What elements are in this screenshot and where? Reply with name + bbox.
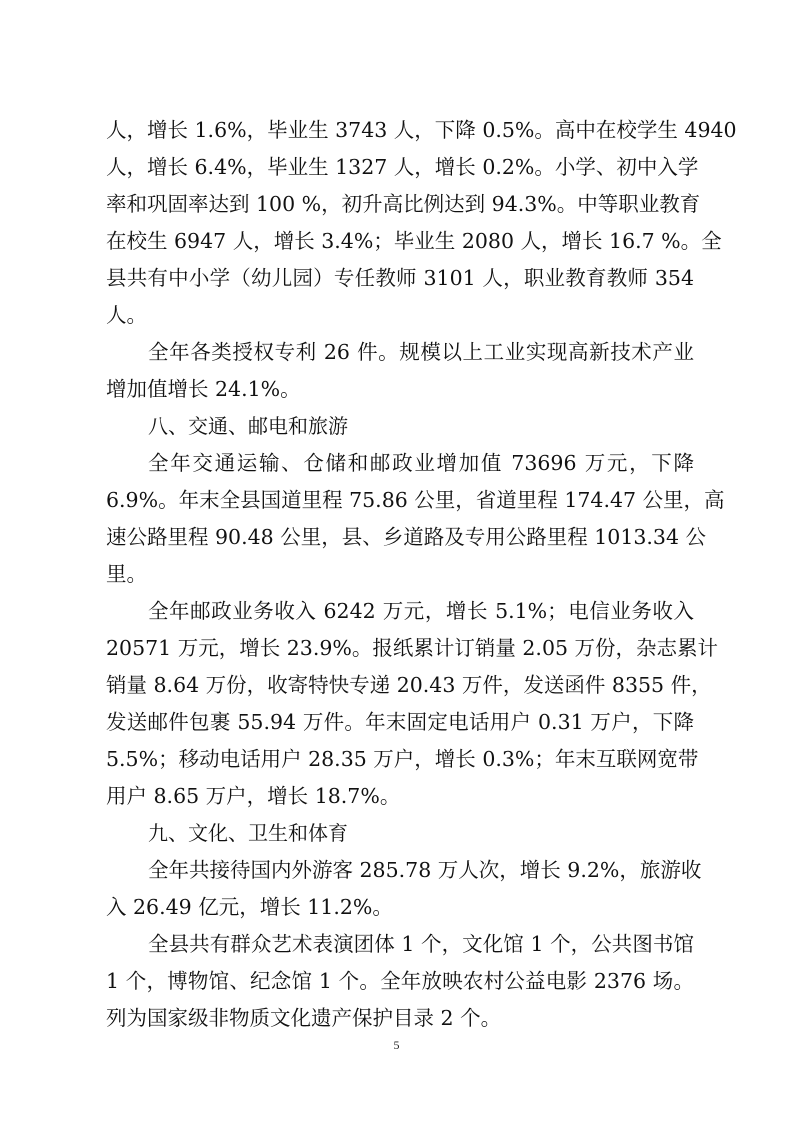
paragraph-line: 发送邮件包裹 55.94 万件。年末固定电话用户 0.31 万户，下降 <box>106 710 694 734</box>
paragraph-line: 人，增长 1.6%，毕业生 3743 人，下降 0.5%。高中在校学生 4940 <box>106 118 737 142</box>
paragraph-line: 1 个，博物馆、纪念馆 1 个。全年放映农村公益电影 2376 场。 <box>106 969 694 993</box>
paragraph-line: 增加值增长 24.1%。 <box>106 377 301 401</box>
paragraph-line: 全年邮政业务收入 6242 万元，增长 5.1%；电信业务收入 <box>148 599 694 623</box>
paragraph-line: 销量 8.64 万份，收寄特快专递 20.43 万件，发送函件 8355 件， <box>106 673 712 697</box>
section-heading: 九、文化、卫生和体育 <box>148 821 348 845</box>
page-number: 5 <box>393 1038 400 1052</box>
paragraph-line: 率和巩固率达到 100 %，初升高比例达到 94.3%。中等职业教育 <box>106 192 701 216</box>
paragraph-line: 6.9%。年末全县国道里程 75.86 公里，省道里程 174.47 公里，高 <box>106 488 725 512</box>
paragraph-line: 用户 8.65 万户，增长 18.7%。 <box>106 784 401 808</box>
section-heading: 八、交通、邮电和旅游 <box>148 414 348 438</box>
paragraph-line: 全年各类授权专利 26 件。规模以上工业实现高新技术产业 <box>148 340 694 364</box>
paragraph-line: 速公路里程 90.48 公里，县、乡道路及专用公路里程 1013.34 公 <box>106 525 707 549</box>
paragraph-line: 人。 <box>106 303 147 327</box>
paragraph-line: 里。 <box>106 562 147 586</box>
paragraph-line: 列为国家级非物质文化遗产保护目录 2 个。 <box>106 1006 502 1030</box>
paragraph-line: 全年共接待国内外游客 285.78 万人次，增长 9.2%，旅游收 <box>148 858 702 882</box>
paragraph-line: 5.5%；移动电话用户 28.35 万户，增长 0.3%；年末互联网宽带 <box>106 747 699 771</box>
paragraph-line: 全年交通运输、仓储和邮政业增加值 73696 万元，下降 <box>148 451 694 475</box>
paragraph-line: 人，增长 6.4%，毕业生 1327 人，增长 0.2%。小学、初中入学 <box>106 155 699 179</box>
paragraph-line: 20571 万元，增长 23.9%。报纸累计订销量 2.05 万份，杂志累计 <box>106 636 719 660</box>
paragraph-line: 入 26.49 亿元，增长 11.2%。 <box>106 895 393 919</box>
paragraph-line: 在校生 6947 人，增长 3.4%；毕业生 2080 人，增长 16.7 %。全 <box>106 229 722 253</box>
paragraph-line: 县共有中小学（幼儿园）专任教师 3101 人，职业教育教师 354 <box>106 266 694 290</box>
paragraph-line: 全县共有群众艺术表演团体 1 个，文化馆 1 个，公共图书馆 <box>148 932 694 956</box>
